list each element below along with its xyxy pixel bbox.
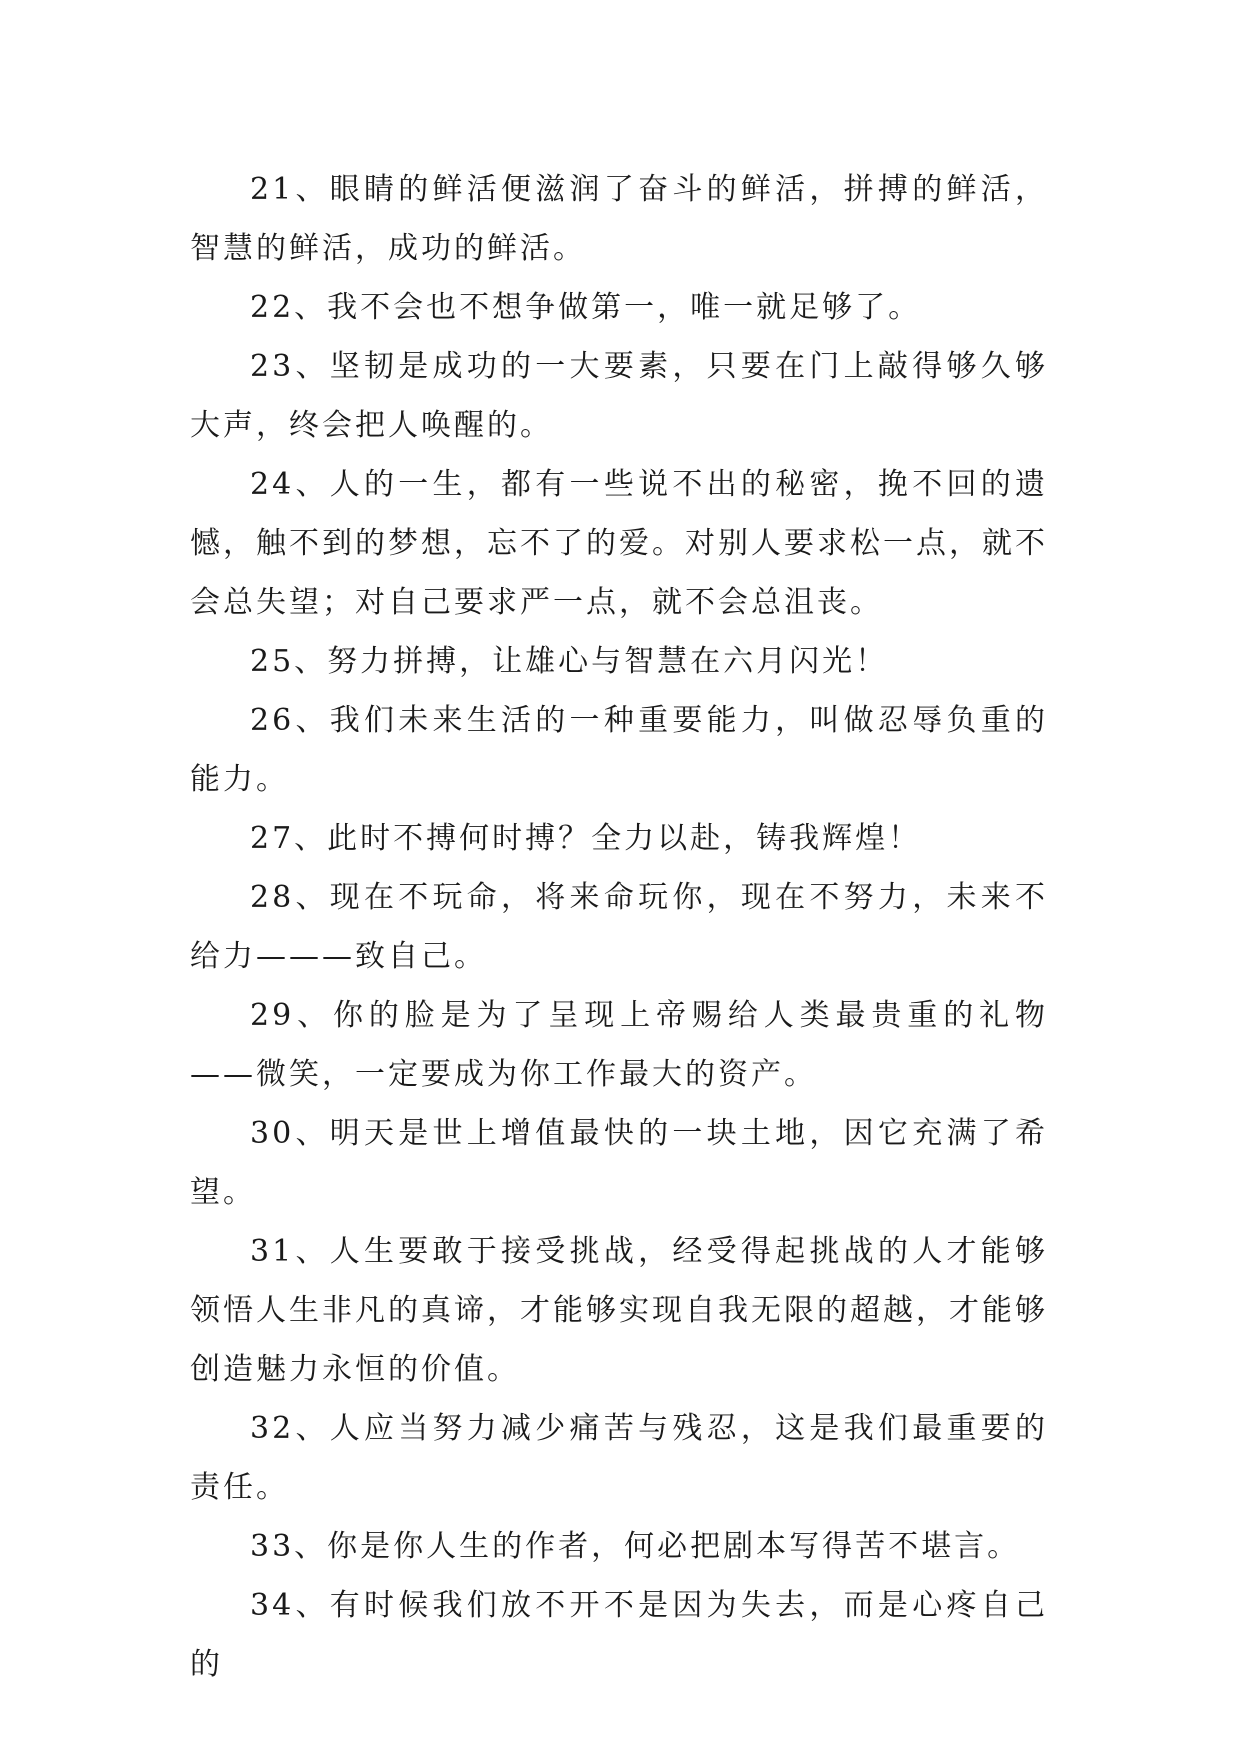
paragraph-30: 30、明天是世上增值最快的一块土地，因它充满了希望。 (190, 1116, 1048, 1210)
document-body (190, 160, 1048, 1694)
paragraph-22: 22、我不会也不想争做第一，唯一就足够了。 (250, 290, 922, 325)
paragraph-21: 21、眼睛的鲜活便滋润了奋斗的鲜活，拼搏的鲜活，智慧的鲜活，成功的鲜活。 (190, 172, 1048, 266)
paragraph-34: 34、有时候我们放不开不是因为失去，而是心疼自己的 (190, 1588, 1048, 1682)
paragraph-31: 31、人生要敢于接受挑战，经受得起挑战的人才能够领悟人生非凡的真谛，才能够实现自我无限的超越，才能够创造魅力永恒的价值。 (190, 1234, 1048, 1387)
paragraph-33: 33、你是你人生的作者，何必把剧本写得苦不堪言。 (250, 1529, 1021, 1564)
paragraph-25: 25、努力拼搏，让雄心与智慧在六月闪光！ (250, 644, 889, 679)
paragraph-32: 32、人应当努力减少痛苦与残忍，这是我们最重要的责任。 (190, 1411, 1048, 1505)
paragraph-23: 23、坚韧是成功的一大要素，只要在门上敲得够久够大声，终会把人唤醒的。 (190, 349, 1048, 443)
paragraph-27: 27、此时不搏何时搏？全力以赴，铸我辉煌！ (250, 821, 922, 856)
paragraph-26: 26、我们未来生活的一种重要能力，叫做忍辱负重的能力。 (190, 703, 1048, 797)
paragraph-24: 24、人的一生，都有一些说不出的秘密，挽不回的遗憾，触不到的梦想，忘不了的爱。对别人要求松一点，就不会总失望；对自己要求严一点，就不会总沮丧。 (190, 467, 1048, 620)
paragraph-28: 28、现在不玩命，将来命玩你，现在不努力，未来不给力———致自己。 (190, 880, 1048, 974)
paragraph-29: 29、你的脸是为了呈现上帝赐给人类最贵重的礼物——微笑，一定要成为你工作最大的资产。 (190, 998, 1048, 1092)
